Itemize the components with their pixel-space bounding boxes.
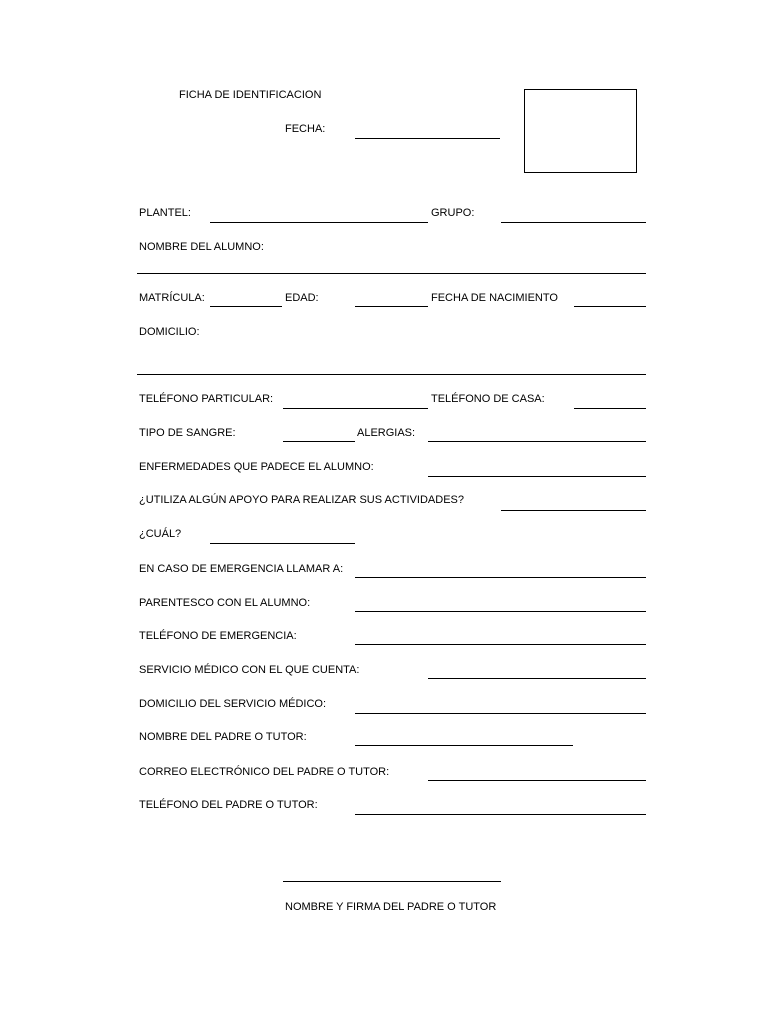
fecha-nacimiento-label: FECHA DE NACIMIENTO: [431, 292, 558, 304]
servicio-medico-field-line[interactable]: [428, 678, 646, 679]
telefono-padre-field-line[interactable]: [355, 814, 646, 815]
tipo-sangre-label: TIPO DE SANGRE:: [139, 427, 236, 439]
telefono-emergencia-field-line[interactable]: [355, 644, 646, 645]
form-title: FICHA DE IDENTIFICACION: [179, 89, 322, 101]
edad-label: EDAD:: [285, 292, 319, 304]
firma-field-line[interactable]: [283, 881, 501, 882]
edad-field-line[interactable]: [355, 306, 428, 307]
nombre-padre-label: NOMBRE DEL PADRE O TUTOR:: [139, 731, 307, 743]
servicio-medico-label: SERVICIO MÉDICO CON EL QUE CUENTA:: [139, 664, 360, 676]
grupo-field-line[interactable]: [501, 222, 646, 223]
emergencia-label: EN CASO DE EMERGENCIA LLAMAR A:: [139, 563, 344, 575]
fecha-field-line[interactable]: [355, 138, 500, 139]
fecha-label: FECHA:: [285, 123, 326, 135]
plantel-field-line[interactable]: [210, 222, 428, 223]
parentesco-label: PARENTESCO CON EL ALUMNO:: [139, 597, 311, 609]
domicilio-servicio-label: DOMICILIO DEL SERVICIO MÉDICO:: [139, 698, 327, 710]
domicilio-label: DOMICILIO:: [139, 326, 200, 338]
grupo-label: GRUPO:: [431, 207, 475, 219]
plantel-label: PLANTEL:: [139, 207, 191, 219]
telefono-particular-label: TELÉFONO PARTICULAR:: [139, 393, 274, 405]
matricula-label: MATRÍCULA:: [139, 292, 205, 304]
telefono-casa-field-line[interactable]: [574, 408, 646, 409]
apoyo-label: ¿UTILIZA ALGÚN APOYO PARA REALIZAR SUS ACTIVIDADES?: [139, 494, 465, 506]
correo-padre-field-line[interactable]: [428, 780, 646, 781]
emergencia-field-line[interactable]: [355, 577, 646, 578]
cual-label: ¿CUÁL?: [139, 528, 182, 540]
telefono-emergencia-label: TELÉFONO DE EMERGENCIA:: [139, 630, 297, 642]
fecha-nacimiento-field-line[interactable]: [574, 306, 646, 307]
cual-field-line[interactable]: [210, 543, 355, 544]
telefono-casa-label: TELÉFONO DE CASA:: [431, 393, 545, 405]
alergias-field-line[interactable]: [428, 441, 646, 442]
nombre-alumno-field-line[interactable]: [137, 273, 646, 274]
tipo-sangre-field-line[interactable]: [283, 441, 355, 442]
domicilio-servicio-field-line[interactable]: [355, 713, 646, 714]
photo-box: [524, 89, 637, 173]
apoyo-field-line[interactable]: [501, 510, 646, 511]
enfermedades-label: ENFERMEDADES QUE PADECE EL ALUMNO:: [139, 461, 374, 473]
telefono-padre-label: TELÉFONO DEL PADRE O TUTOR:: [139, 799, 318, 811]
telefono-particular-field-line[interactable]: [283, 408, 428, 409]
firma-label: NOMBRE Y FIRMA DEL PADRE O TUTOR: [285, 901, 497, 913]
nombre-alumno-label: NOMBRE DEL ALUMNO:: [139, 241, 264, 253]
alergias-label: ALERGIAS:: [357, 427, 416, 439]
domicilio-field-line[interactable]: [137, 374, 646, 375]
correo-padre-label: CORREO ELECTRÓNICO DEL PADRE O TUTOR:: [139, 766, 390, 778]
matricula-field-line[interactable]: [210, 306, 282, 307]
parentesco-field-line[interactable]: [355, 611, 646, 612]
nombre-padre-field-line[interactable]: [355, 745, 573, 746]
enfermedades-field-line[interactable]: [428, 476, 646, 477]
